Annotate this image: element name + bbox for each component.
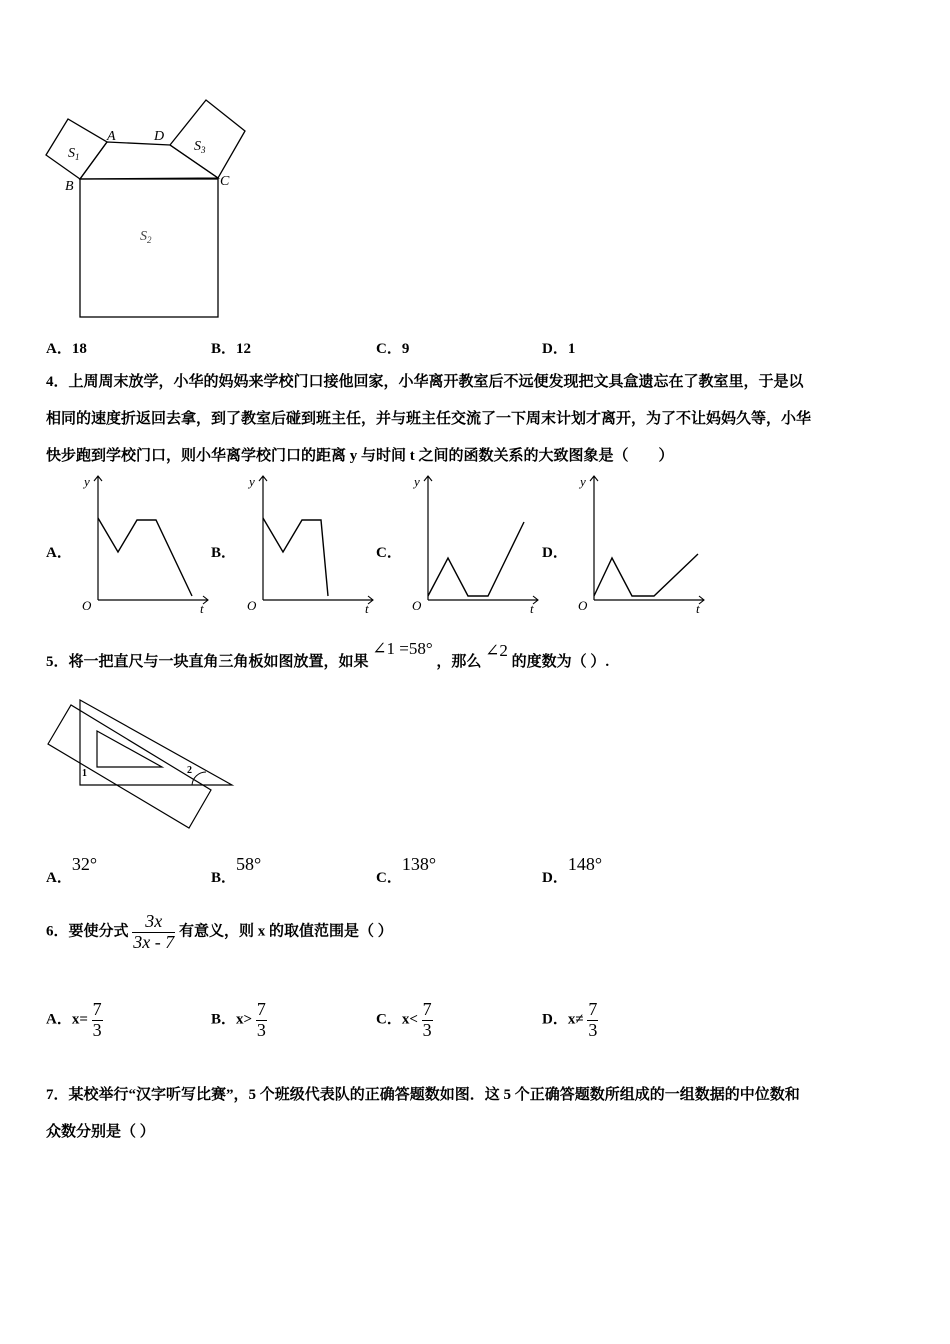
q5-given-angle: ∠1 =58° (372, 639, 433, 658)
label-b: B (65, 179, 74, 194)
q5-option-c[interactable]: C．138° (376, 854, 437, 886)
svg-text:y: y (84, 474, 90, 489)
svg-text:y: y (580, 474, 586, 489)
q5-middle: ，那么 (436, 654, 482, 670)
svg-text:t: t (530, 601, 534, 615)
q4-option-c[interactable]: C． (376, 545, 402, 561)
label-s1: $S_1$ (68, 146, 80, 162)
q6-option-a[interactable]: A．x= $\frac{7}{3}$ (46, 999, 102, 1040)
q6-prefix: 6．要使分式 (46, 923, 129, 940)
triangle-outer (80, 700, 232, 785)
q3-option-c[interactable]: C．9 (376, 341, 410, 357)
angle-2-label: 2 (187, 765, 192, 776)
q4-option-b[interactable]: B． (211, 545, 237, 561)
q4-line-1: 4．上周周末放学，小华的妈妈来学校门口接他回家，小华离开教室后不远便发现把文具盒遗忘在了教室里，于是以 (46, 374, 804, 390)
q5-asked-angle: ∠2 (485, 641, 508, 660)
svg-text:t: t (696, 601, 700, 615)
q4-line-3: 快步跑到学校门口，则小华离学校门口的距离 y 与时间 t 之间的函数关系的大致图象是（ ） (46, 448, 674, 464)
svg-text:t: t (365, 601, 369, 615)
q4-option-a[interactable]: A． (46, 545, 72, 561)
q4-graph-d-curve (594, 554, 698, 596)
label-s2: $S_2$ (140, 229, 152, 245)
label-c: C (220, 174, 230, 189)
q4-graph-d (564, 470, 709, 615)
square-s2 (80, 179, 218, 317)
q6-option-b[interactable]: B．x> $\frac{7}{3}$ (211, 999, 266, 1040)
q5-option-a[interactable]: A．32° (46, 854, 98, 886)
q7-line-2: 众数分别是（ ） (46, 1124, 155, 1140)
q3-figure (40, 95, 255, 325)
svg-text:t: t (200, 601, 204, 615)
q4-graph-b-curve (263, 518, 328, 596)
q6-fraction: $\frac{3x}{3x - 7}$ (133, 911, 175, 952)
svg-text:y: y (414, 474, 420, 489)
q6-option-c[interactable]: C．x< $\frac{7}{3}$ (376, 999, 432, 1040)
svg-text:O: O (412, 598, 422, 613)
label-d: D (154, 129, 165, 144)
svg-text:y: y (249, 474, 255, 489)
q3-option-d[interactable]: D．1 (542, 341, 576, 357)
q5-option-b[interactable]: B．58° (211, 854, 262, 886)
q7-line-1: 7．某校举行“汉字听写比赛”，5 个班级代表队的正确答题数如图．这 5 个正确答题数所组成的一组数据的中位数和 (46, 1087, 800, 1103)
q4-graph-a-curve (98, 518, 192, 596)
q4-option-d[interactable]: D． (542, 545, 568, 561)
svg-text:O: O (578, 598, 588, 613)
q4-graph-a (68, 470, 213, 615)
q3-option-b[interactable]: B．12 (211, 341, 252, 357)
q4-graph-c-curve (428, 522, 524, 596)
square-s3 (170, 100, 245, 178)
q4-graph-b (233, 470, 378, 615)
q5-option-d[interactable]: D．148° (542, 854, 603, 886)
q5-suffix: 的度数为（ ）. (511, 654, 610, 670)
label-a: A (107, 129, 116, 144)
square-s1 (46, 119, 107, 179)
label-s3: $S_3$ (194, 139, 206, 155)
q6-suffix: 有意义，则 x 的取值范围是（ ） (179, 923, 393, 940)
q5-stem (46, 639, 610, 671)
q6-stem (46, 912, 393, 953)
q5-prefix: 5．将一把直尺与一块直角三角板如图放置，如果 (46, 654, 369, 670)
q6-option-d[interactable]: D．x≠ $\frac{7}{3}$ (542, 999, 598, 1040)
svg-text:O: O (247, 598, 257, 613)
q4-line-2: 相同的速度折返回去拿，到了教室后碰到班主任，并与班主任交流了一下周末计划才离开，为了不让妈妈久等，小华 (46, 411, 812, 427)
q4-graph-c (398, 470, 543, 615)
q3-option-a[interactable]: A．18 (46, 341, 87, 357)
q5-figure (44, 695, 239, 835)
angle-1-label: 1 (82, 768, 87, 779)
svg-text:O: O (82, 598, 92, 613)
triangle-inner (97, 731, 162, 767)
